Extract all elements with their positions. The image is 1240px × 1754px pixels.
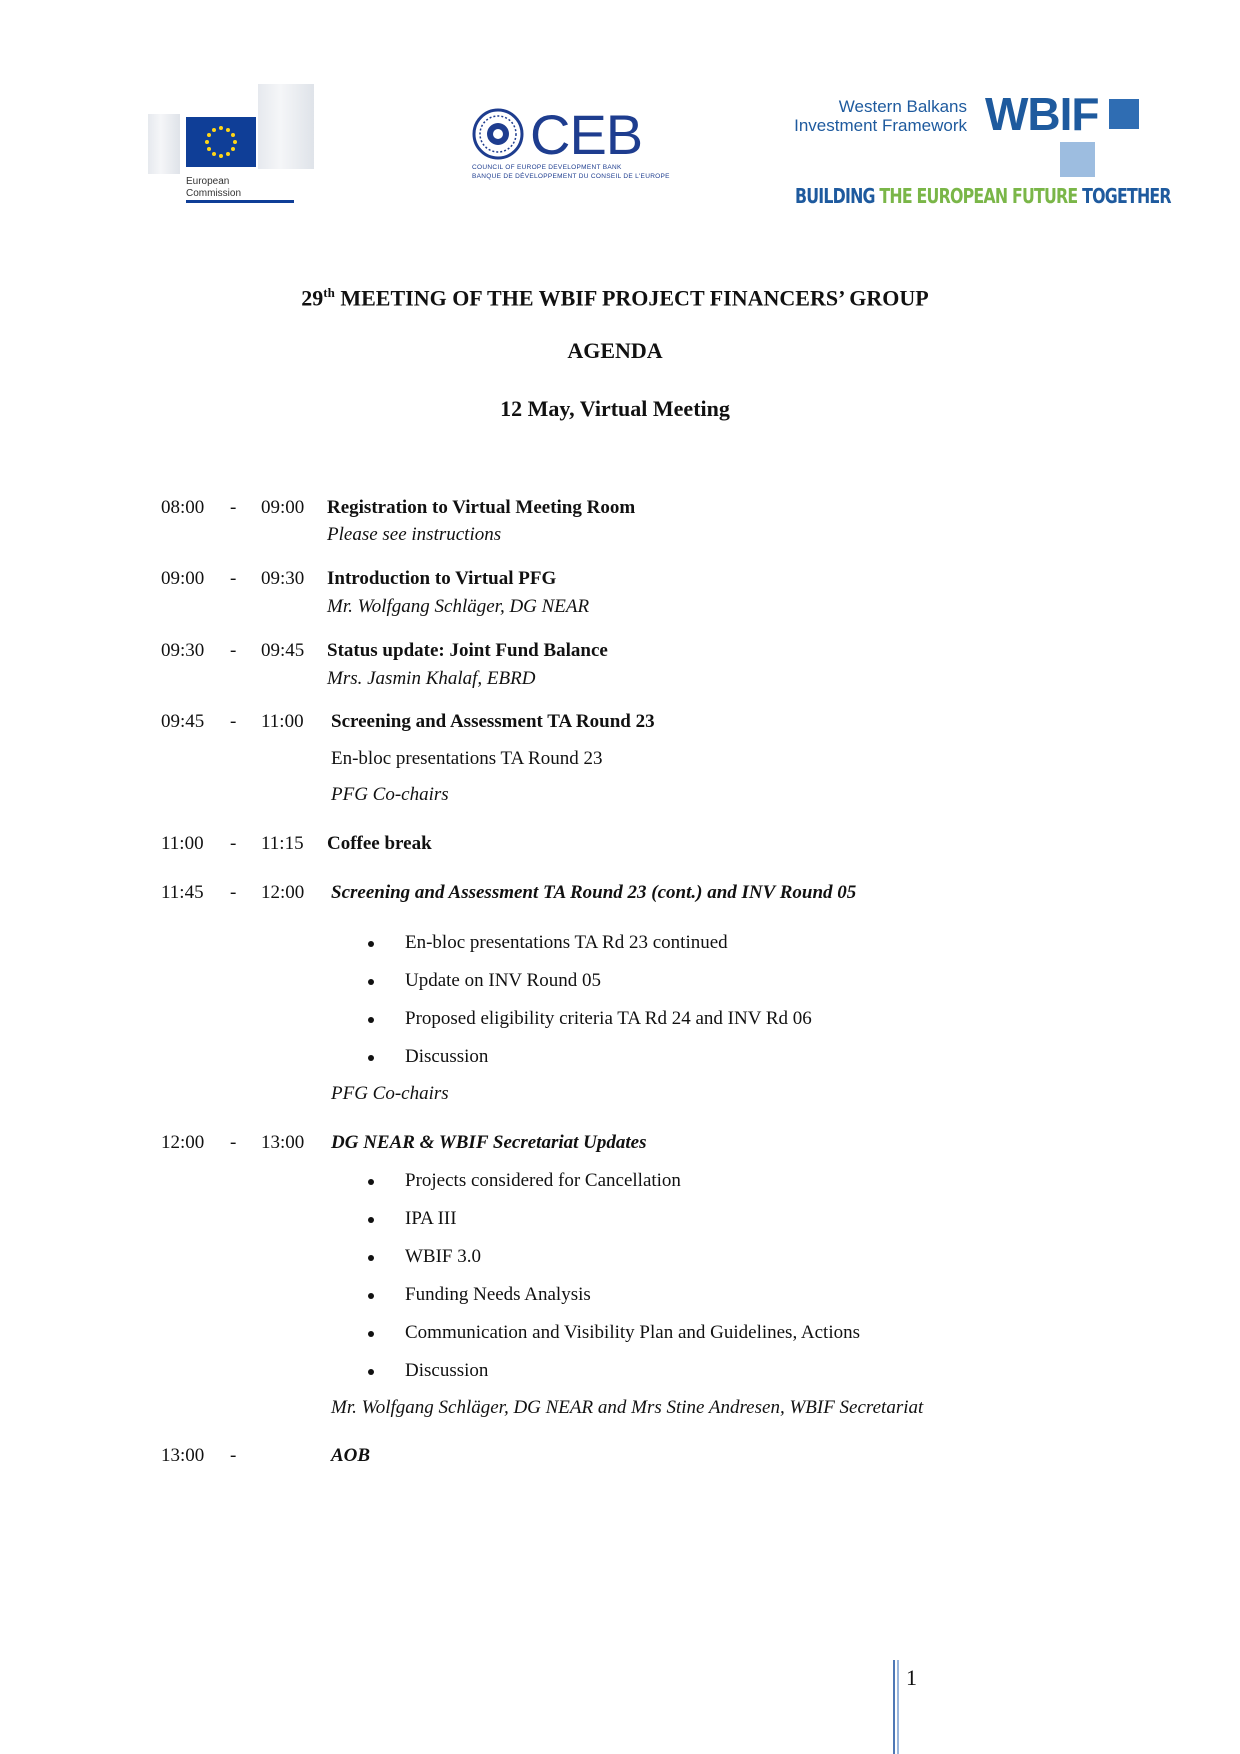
wbif-square-light [1060,142,1095,177]
agenda-heading: AGENDA [567,338,663,363]
page-number-rule [897,1660,899,1754]
bullet-icon [368,941,374,947]
bullet-icon [368,1255,374,1261]
wbif-square-dark [1109,99,1139,129]
bullet-icon [368,1369,374,1375]
ceb-logo [472,103,670,184]
bullet-icon [368,1293,374,1299]
wbif-name-line1: Western Balkans [838,97,967,116]
wbif-name-line2: Investment Framework [794,116,967,135]
item-title: Introduction to Virtual PFG [327,568,557,589]
item-title: Registration to Virtual Meeting Room [327,497,636,518]
end-time: 09:30 [261,568,305,589]
time-separator: - [230,882,237,903]
start-time: 09:45 [161,711,205,732]
ceb-subtitle-en: COUNCIL OF EUROPE DEVELOPMENT BANK [472,164,622,171]
meeting-title: 29th MEETING OF THE WBIF PROJECT FINANCERS’ GROUP [301,285,929,311]
eu-flag-icon [186,117,256,167]
bullet-text: Discussion [405,1046,489,1067]
bullet-icon [368,979,374,985]
time-separator: - [230,640,237,661]
start-time: 11:00 [161,833,204,854]
item-note: Mrs. Jasmin Khalaf, EBRD [327,668,536,689]
ceb-subtitle-fr: BANQUE DE DÉVELOPPEMENT DU CONSEIL DE L'EUROPE [472,173,670,180]
item-note: Please see instructions [327,524,502,545]
time-separator: - [230,1132,237,1153]
bullet-text: Projects considered for Cancellation [405,1170,681,1191]
item-note: Mr. Wolfgang Schläger, DG NEAR [327,596,590,617]
page-number: 1 [906,1665,917,1690]
start-time: 09:30 [161,640,205,661]
end-time: 11:15 [261,833,304,854]
item-detail: En-bloc presentations TA Round 23 [331,748,603,769]
ec-logo-text: European Commission [186,176,242,199]
wbif-tagline: BUILDING THE EUROPEAN FUTURE TOGETHER [795,184,1171,208]
bullet-icon [368,1017,374,1023]
item-title: Status update: Joint Fund Balance [327,640,608,661]
end-time: 11:00 [261,711,304,732]
item-title: AOB [331,1445,371,1466]
time-separator: - [230,568,237,589]
item-title: Screening and Assessment TA Round 23 (cont.) and INV Round 05 [331,882,857,903]
bullet-text: IPA III [405,1208,457,1229]
item-note: PFG Co-chairs [331,1083,449,1104]
end-time: 13:00 [261,1132,305,1153]
bullet-icon [368,1331,374,1337]
end-time: 09:45 [261,640,305,661]
bullet-icon [368,1055,374,1061]
bullet-text: WBIF 3.0 [405,1246,481,1267]
start-time: 09:00 [161,568,205,589]
end-time: 09:00 [261,497,305,518]
bullet-text: Communication and Visibility Plan and Guidelines, Actions [405,1322,861,1343]
item-note: Mr. Wolfgang Schläger, DG NEAR and Mrs Stine Andresen, WBIF Secretariat [331,1397,924,1418]
item-note: PFG Co-chairs [331,784,449,805]
start-time: 13:00 [161,1445,205,1466]
meeting-date: 12 May, Virtual Meeting [500,396,730,421]
bullet-text: Proposed eligibility criteria TA Rd 24 and INV Rd 06 [405,1008,812,1029]
start-time: 11:45 [161,882,204,903]
item-title: DG NEAR & WBIF Secretariat Updates [331,1132,647,1153]
ceb-emblem-icon [472,108,524,160]
bullet-text: En-bloc presentations TA Rd 23 continued [405,932,728,953]
ceb-wordmark: CEB [530,103,643,166]
item-title: Screening and Assessment TA Round 23 [331,711,655,732]
item-title: Coffee break [327,833,432,854]
bullet-text: Update on INV Round 05 [405,970,601,991]
end-time: 12:00 [261,882,305,903]
time-separator: - [230,1445,237,1466]
bullet-text: Discussion [405,1360,489,1381]
european-commission-logo [148,84,316,204]
start-time: 08:00 [161,497,205,518]
bullet-text: Funding Needs Analysis [405,1284,591,1305]
bullet-icon [368,1179,374,1185]
time-separator: - [230,833,237,854]
time-separator: - [230,711,237,732]
wbif-acronym: WBIF [985,88,1099,140]
wbif-logo [794,88,1171,212]
start-time: 12:00 [161,1132,205,1153]
page-number-rule [893,1660,895,1754]
time-separator: - [230,497,237,518]
bullet-icon [368,1217,374,1223]
